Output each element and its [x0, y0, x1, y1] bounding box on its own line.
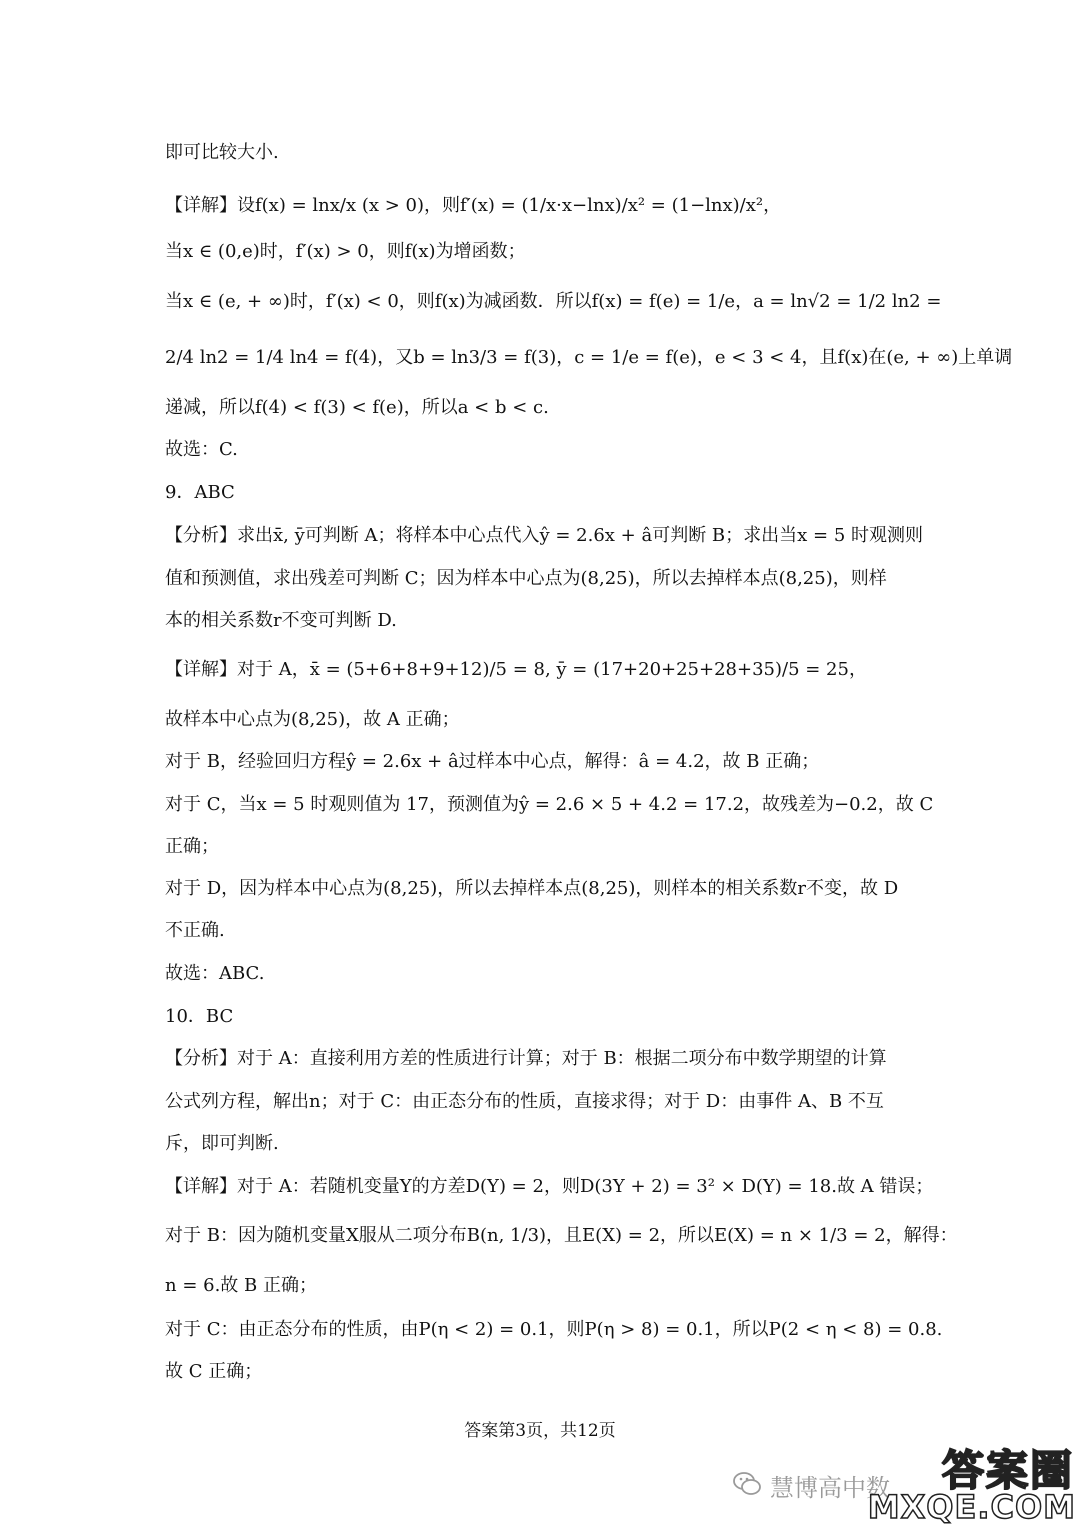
- text-line: 2/4 ln2 = 1/4 ln4 = f(4)，又b = ln3/3 = f(3)，c = 1/e = f(e)，e < 3 < 4，且f(x)在(e, + ∞)上单调: [165, 347, 1013, 368]
- watermark-account: 慧博高中数: [770, 1474, 890, 1502]
- text-line: 【分析】求出x̄, ȳ可判断 A；将样本中心点代入ŷ = 2.6x + â可判断 B；求出当x = 5 时观测则: [165, 525, 924, 546]
- logo-url: MXQE.COM: [867, 1488, 1076, 1526]
- text-line: 对于 C，当x = 5 时观则值为 17，预测值为ŷ = 2.6 × 5 + 4.2 = 17.2，故残差为−0.2，故 C: [165, 794, 934, 815]
- text-line: 对于 D，因为样本中心点为(8,25)，所以去掉样本点(8,25)，则样本的相关系数r不变，故 D: [165, 878, 899, 899]
- text-line: 故选：C.: [165, 439, 238, 460]
- wechat-icon: [732, 1470, 762, 1498]
- text-line: 对于 B，经验回归方程ŷ = 2.6x + â过样本中心点，解得：â = 4.2，故 B 正确；: [165, 751, 820, 772]
- text-line: 不正确.: [165, 920, 225, 941]
- text-line: 即可比较大小.: [165, 142, 279, 163]
- text-line: 故选：ABC.: [165, 963, 265, 984]
- text-line: 对于 B：因为随机变量X服从二项分布B(n, 1/3)，且E(X) = 2，所以E(X) = n × 1/3 = 2，解得：: [165, 1225, 958, 1246]
- text-line: 正确；: [165, 836, 219, 857]
- text-line: 本的相关系数r不变可判断 D.: [165, 610, 397, 631]
- text-line: 故样本中心点为(8,25)，故 A 正确；: [165, 709, 460, 730]
- question-number: 10．BC: [165, 1006, 234, 1027]
- text-line: 斥，即可判断.: [165, 1133, 279, 1154]
- watermark-logo: [867, 1438, 1080, 1528]
- question-number: 9．ABC: [165, 482, 235, 503]
- text-line: 【分析】对于 A：直接利用方差的性质进行计算；对于 B：根据二项分布中数学期望的计算: [165, 1048, 887, 1069]
- text-line: 【详解】对于 A：若随机变量Y的方差D(Y) = 2，则D(3Y + 2) = 3² × D(Y) = 18.故 A 错误；: [165, 1176, 934, 1197]
- text-line: 【详解】对于 A，x̄ = (5+6+8+9+12)/5 = 8, ȳ = (17+20+25+28+35)/5 = 25，: [165, 659, 867, 680]
- text-line: 递减，所以f(4) < f(3) < f(e)，所以a < b < c.: [165, 397, 549, 418]
- text-line: 公式列方程，解出n；对于 C：由正态分布的性质，直接求得；对于 D：由事件 A、B 不互: [165, 1091, 884, 1112]
- text-line: 当x ∈ (0,e)时，f′(x) > 0，则f(x)为增函数；: [165, 241, 526, 262]
- text-line: 值和预测值，求出残差可判断 C；因为样本中心点为(8,25)，所以去掉样本点(8,25)，则样: [165, 568, 887, 589]
- text-line: n = 6.故 B 正确；: [165, 1275, 317, 1296]
- text-line: 对于 C：由正态分布的性质，由P(η < 2) = 0.1，则P(η > 8) = 0.1，所以P(2 < η < 8) = 0.8.: [165, 1319, 943, 1340]
- text-line: 【详解】设f(x) = lnx/x (x > 0)，则f′(x) = (1/x·x−lnx)/x² = (1−lnx)/x²，: [165, 195, 782, 216]
- logo-title: 答案圈: [941, 1446, 1074, 1495]
- text-line: 故 C 正确；: [165, 1361, 263, 1382]
- text-line: 当x ∈ (e, + ∞)时，f′(x) < 0，则f(x)为减函数．所以f(x) = f(e) = 1/e，a = ln√2 = 1/2 ln2 =: [165, 291, 942, 312]
- page-footer: 答案第3页，共12页: [464, 1421, 616, 1441]
